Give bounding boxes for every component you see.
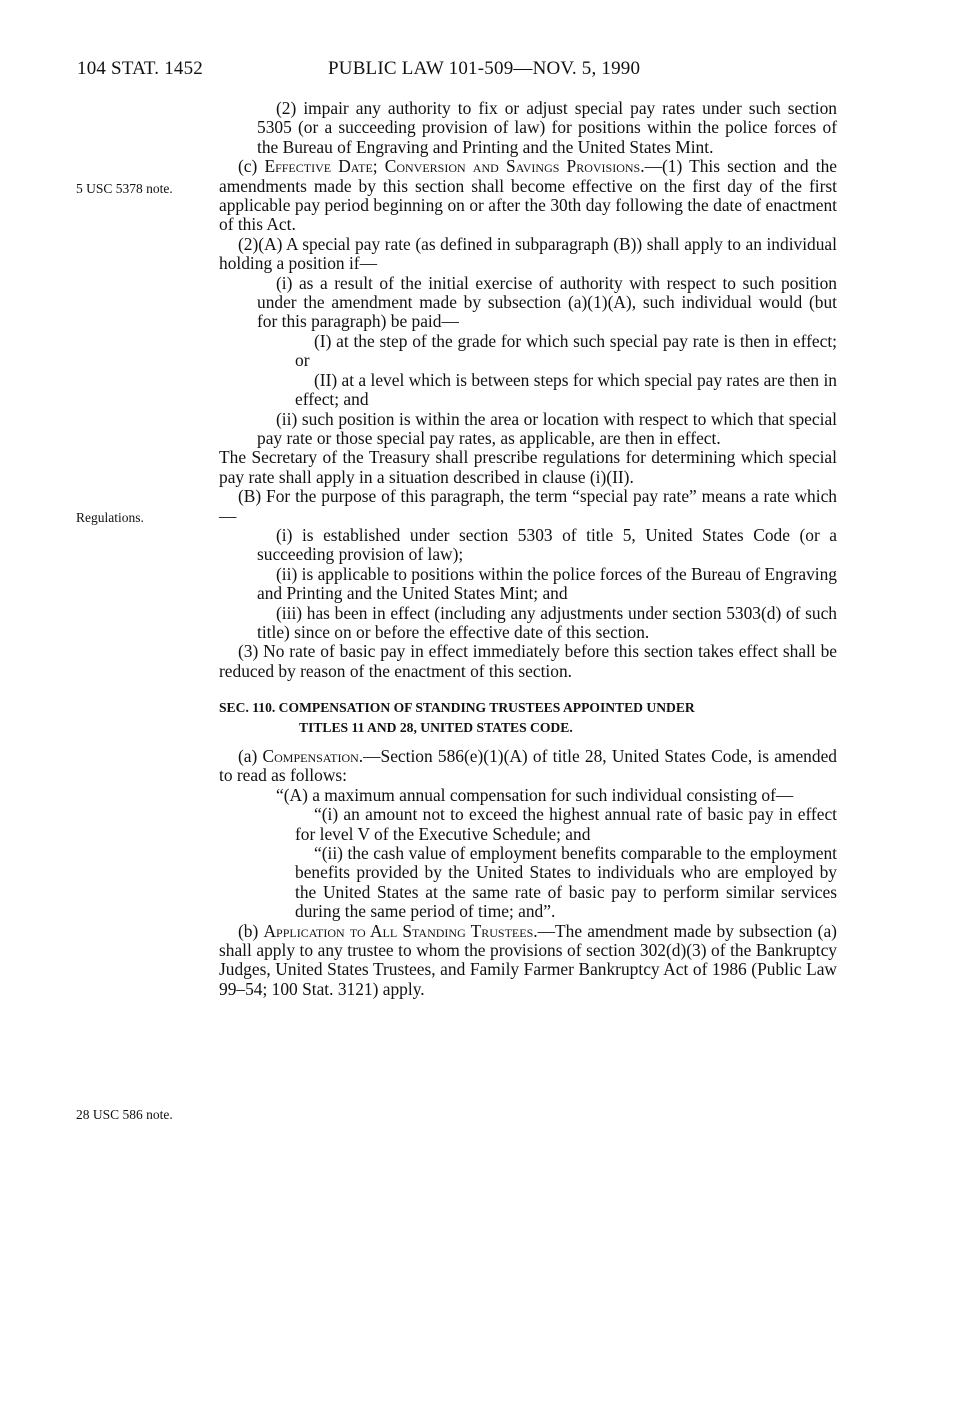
margin-note-regulations: Regulations. — [76, 510, 144, 525]
subsection-a-lead: (a) — [238, 746, 263, 766]
margin-note-5-usc-5378: 5 USC 5378 note. — [76, 181, 173, 196]
subclause-2a-i-II: (II) at a level which is between steps for which special pay rates are then in effect; and — [295, 369, 837, 410]
page-law-header: PUBLIC LAW 101-509—NOV. 5, 1990 — [328, 58, 641, 79]
clause-2b-ii: (ii) is applicable to positions within the police forces of the Bureau of Engraving and Printing and the United States Mint; and — [257, 563, 837, 604]
paragraph-2a: (2)(A) A special pay rate (as defined in subparagraph (B)) shall apply to an individual holding a position if— — [219, 233, 837, 274]
quoted-A-i: “(i) an amount not to exceed the highest annual rate of basic pay in effect for level V of the Executive Schedule; and — [295, 804, 837, 844]
quoted-A: “(A) a maximum annual compensation for such individual consisting of— — [276, 784, 794, 805]
paragraph-regulations: The Secretary of the Treasury shall prescribe regulations for determining which special pay rate shall apply in a situation described in clause (i)(II). — [219, 447, 837, 487]
quoted-A-ii: “(ii) the cash value of employment benefits comparable to the employment benefits provided by the United States to individuals who are employed by the United States at the same rate of basic pay to perform similar services during the same period of time; and”. — [295, 843, 837, 922]
section-110-heading — [219, 698, 837, 737]
subsection-b-lead: (b) — [238, 920, 264, 941]
margin-note-28-usc-586: 28 USC 586 note. — [76, 1107, 173, 1122]
clause-2b-i: (i) is established under section 5303 of title 5, United States Code (or a succeeding provision of law); — [257, 524, 837, 565]
subsection-b-text: —The amendment made by subsection (a) shall apply to any trustee to whom the provisions of section 302(d)(3) of the Bankruptcy Judges, United States Trustees, and Family Farmer Bankruptcy Act of 1986 (Public Law 99–54; 100 Stat. 3121) apply. — [219, 920, 837, 999]
paragraph-3: (3) No rate of basic pay in effect immediately before this section takes effect shall be reduced by reason of the enactment of this section. — [219, 641, 837, 681]
subsection-a — [219, 747, 837, 786]
subsection-c-heading: Effective Date; Conversion and Savings Provisions. — [264, 156, 645, 177]
paragraph-2b: (B) For the purpose of this paragraph, the term “special pay rate” means a rate which— — [219, 486, 837, 526]
subsection-b — [219, 922, 837, 1000]
section-110-title-line1: SEC. 110. COMPENSATION OF STANDING TRUSTEES APPOINTED UNDER — [219, 700, 695, 716]
clause-2a-i: (i) as a result of the initial exercise of authority with respect to such position under the amendment made by subsection (a)(1)(A), such individual would (but for this paragraph) be paid— — [257, 272, 837, 332]
paragraph-2-impair: (2) impair any authority to fix or adjust special pay rates under such section 5305 (or a succeeding provision of law) for positions within the police forces of the Bureau of Engraving and Printing and the United States Mint. — [257, 98, 837, 157]
section-110-title-line2: TITLES 11 AND 28, UNITED STATES CODE. — [299, 719, 573, 735]
subclause-2a-i-I: (I) at the step of the grade for which such special pay rate is then in effect; or — [295, 330, 837, 371]
page-stat-citation: 104 STAT. 1452 — [77, 58, 204, 79]
subsection-c-lead: (c) — [238, 156, 265, 177]
subsection-c — [219, 157, 837, 235]
subsection-c-text: —(1) This section and the amendments made by this section shall become effective on the first day of the first applicable pay period beginning on or after the 30th day following the date of enactment of this Act. — [219, 156, 838, 235]
clause-2b-iii: (iii) has been in effect (including any adjustments under section 5303(d) of such title) since on or before the effective date of this section. — [257, 602, 837, 642]
subsection-b-heading: Application to All Standing Trustees. — [263, 920, 538, 941]
subsection-a-text: —Section 586(e)(1)(A) of title 28, United States Code, is amended to read as follows: — [219, 746, 837, 786]
document-body — [219, 99, 837, 999]
clause-2a-ii: (ii) such position is within the area or location with respect to which that special pay rate or those special pay rates, as applicable, are then in effect. — [257, 408, 837, 448]
subsection-a-heading: Compensation. — [262, 746, 364, 766]
